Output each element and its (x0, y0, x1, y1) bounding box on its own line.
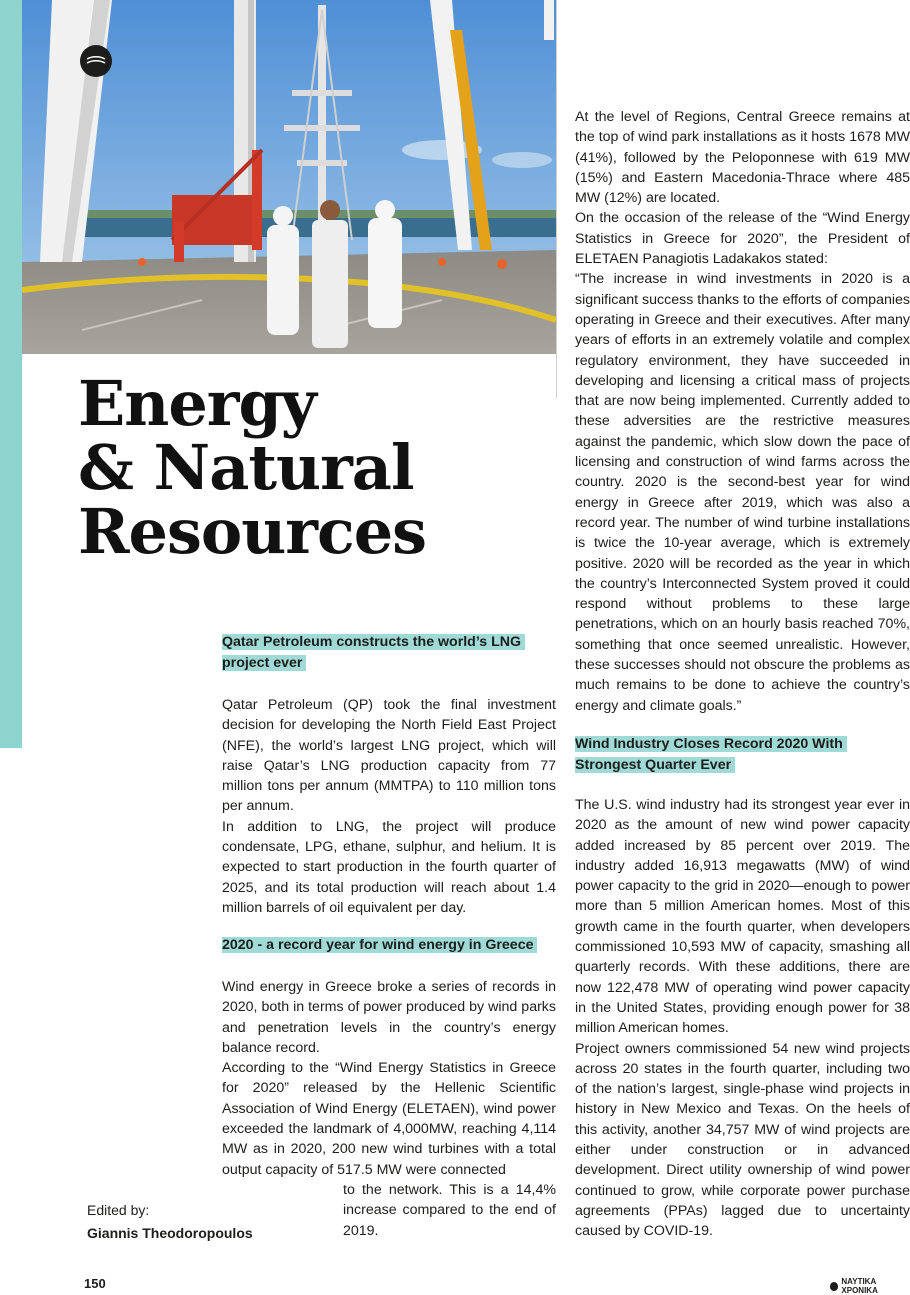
paragraph: At the level of Regions, Central Greece remains at the top of wind park installations as it hosts 1678 MW (41%), followed by the Peloponnese with 619 MW (15%) and Eastern Macedonia-Thrace where 485 MW (12%) are located. (575, 109, 910, 207)
photo-divider (556, 0, 557, 398)
section-title-line: & Natural (78, 431, 414, 504)
paragraph: The U.S. wind industry had its strongest year ever in 2020 as the amount of new wind power capacity added increased by 85 percent over 2019. The industry added 16,913 megawatts (MW) of wind power capacity to the grid in 2020—enough to power more than 5 million American homes. Most of this growth came in the fourth quarter, when developers commissioned 10,593 MW of capacity, smashing all quarterly records. With these additions, there are now 122,478 MW of operating wind power capacity in the United States, providing enough power for 38 million American homes. (575, 797, 910, 1037)
section-title-line: Resources (78, 495, 427, 568)
paragraph: Wind energy in Greece broke a series of records in 2020, both in terms of power produced by wind parks and penetration levels in the country’s energy balance record. (222, 979, 556, 1056)
page-number: 150 (84, 1276, 106, 1291)
publication-logo-icon (830, 1282, 838, 1291)
paragraph: According to the “Wind Energy Statistics in Greece for 2020” released by the Hellenic Scientific Association of Wind Energy (ELETAEN), wind power exceeded the landmark of 4,000MW, reaching 4,114 MW as in 2020, 200 new wind turbines with a total output capacity of 517.5 MW were connected (222, 1060, 556, 1178)
qatar-headline (222, 632, 556, 674)
paragraph: “The increase in wind investments in 2020 is a significant success thanks to the efforts of companies operating in Greece and their executives. After many years of efforts in an extremely volatile and complex regulatory environment, they have succeeded in developing and licensing a critical mass of projects that are now being implemented. Currently added to these adversities are the restrictive measures against the pandemic, which slow down the pace of licensing and construction of wind farms across the country. 2020 is the second-best year for wind energy in Greece after 2019, which was also a record year. The number of wind turbine installations is twice the 10-year average, which is extremely positive. 2020 will be recorded as the year in which the country’s Interconnected System proved it could respond without problems to these large penetrations, which on an hourly basis reached 70%, something that once seemed unrealistic. However, these successes should not obscure the problems as much remains to be done to achieve the country’s energy and climate goals.” (575, 271, 910, 714)
headline-line: Wind Industry Closes Record 2020 With (575, 736, 847, 752)
us-body (575, 795, 910, 1242)
headline-line: Strongest Quarter Ever (575, 757, 735, 773)
headline-line: Qatar Petroleum constructs the world’s LNG (222, 634, 525, 650)
section-title-line: Energy (78, 367, 316, 440)
headline-line: 2020 - a record year for wind energy in Greece (222, 937, 537, 953)
paragraph: to the network. This is a 14,4% increase compared to the end of 2019. (343, 1182, 556, 1239)
section-title (78, 367, 548, 568)
editor-label: Edited by: (87, 1202, 150, 1218)
publication-logo (830, 1277, 910, 1295)
headline-line: project ever (222, 655, 306, 671)
magazine-emblem-icon (79, 44, 113, 78)
qatar-body (222, 695, 556, 918)
publication-name: ΝΑΥΤΙΚΑ ΧΡΟΝΙΚΑ (841, 1277, 878, 1295)
editor-name: Giannis Theodoropoulos (87, 1225, 253, 1241)
greece-headline (222, 935, 556, 956)
paragraph: In addition to LNG, the project will produce condensate, LPG, ethane, sulphur, and helium. It is expected to start production in the fourth quarter of 2025, and its total production will reach about 1.4 million barrels of oil equivalent per day. (222, 818, 556, 916)
paragraph: Project owners commissioned 54 new wind projects across 20 states in the fourth quarter, including two of the nation’s largest, single-phase wind projects in history in New Mexico and Texas. On the heels of this activity, another 34,757 MW of wind projects are either under construction or in advanced development. Direct utility ownership of wind power continued to grow, while corporate power purchase agreements (PPAs) lagged due to uncertainty caused by COVID-19. (575, 1040, 910, 1240)
paragraph: Qatar Petroleum (QP) took the final investment decision for developing the North Field East Project (NFE), the world’s largest LNG project, which will raise Qatar’s LNG production capacity from 77 million tons per annum (MMTPA) to 110 million tons per annum. (222, 697, 556, 815)
editor-credit (87, 1199, 253, 1245)
paragraph: On the occasion of the release of the “Wind Energy Statistics in Greece for 2020”, the President of ELETAEN Panagiotis Ladakakos stated: (575, 210, 910, 268)
us-headline (575, 734, 910, 776)
section-color-bar (0, 0, 22, 748)
greece-continued-body (575, 107, 910, 716)
greece-body (222, 977, 556, 1180)
greece-body-tail (343, 1180, 556, 1241)
